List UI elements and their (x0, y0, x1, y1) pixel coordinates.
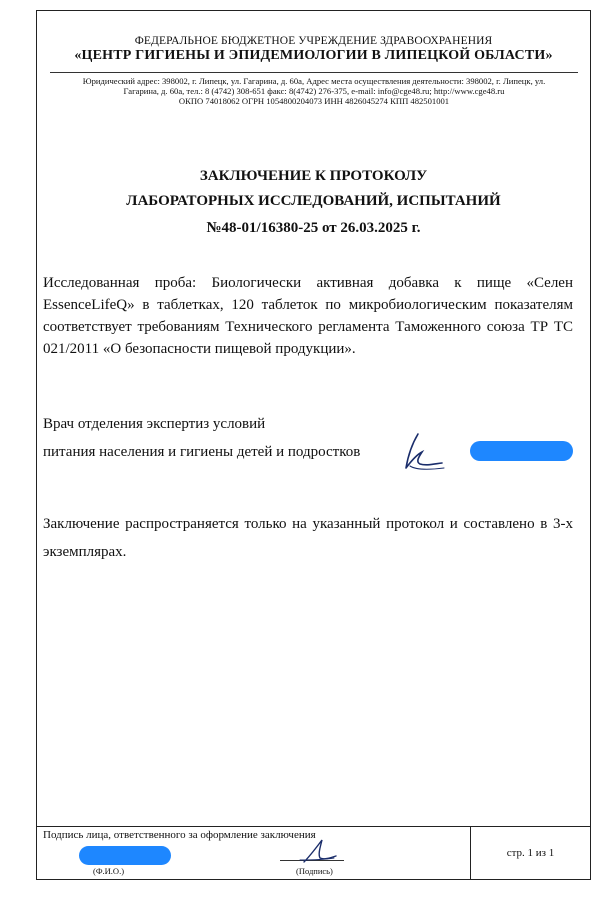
footer-divider (36, 826, 591, 827)
address-line2: Гагарина, д. 60а, тел.: 8 (4742) 308-651 факс: 8(4742) 276-375, e-mail: info@cge48.ru; http://www.cge48.ru (123, 86, 505, 96)
doctor-position-line1: Врач отделения экспертиз условий (43, 416, 266, 432)
protocol-number: №48-01/16380-25 от 26.03.2025 г. (206, 220, 421, 236)
org-line1: ФЕДЕРАЛЬНОЕ БЮДЖЕТНОЕ УЧРЕЖДЕНИЕ ЗДРАВООХРАНЕНИЯ (134, 35, 493, 47)
conclusion-text: Исследованная проба: Биологически активная добавка к пище «Селен EssenceLifeQ» в таблетках, 120 таблеток по микробиологическим показателям соответствует требованиям Технического регламента Таможенного союза ТР ТС 021/2011 «О безопасности пищевой продукции». (43, 275, 573, 357)
signature-caption: (Подпись) (296, 866, 333, 876)
redacted-doctor-name (470, 441, 573, 461)
header-divider (50, 72, 578, 73)
registration-codes: ОКПО 74018062 ОГРН 1054800204073 ИНН 4826045274 КПП 482501001 (178, 96, 450, 106)
responsible-signature-label: Подпись лица, ответственного за оформление заключения (43, 829, 316, 841)
redacted-responsible-name (79, 846, 171, 865)
doc-title-line2: ЛАБОРАТОРНЫХ ИССЛЕДОВАНИЙ, ИСПЫТАНИЙ (126, 193, 501, 209)
page-number: стр. 1 из 1 (506, 847, 555, 859)
org-name: «ЦЕНТР ГИГИЕНЫ И ЭПИДЕМИОЛОГИИ В ЛИПЕЦКОЙ ОБЛАСТИ» (74, 48, 553, 63)
responsible-signature (296, 836, 340, 866)
doctor-position-line2: питания населения и гигиены детей и подростков (43, 444, 361, 460)
validity-text: Заключение распространяется только на указанный протокол и составлено в 3-х экземплярах. (43, 516, 573, 560)
doctor-signature (398, 430, 450, 472)
address-line1: Юридический адрес: 398002, г. Липецк, ул. Гагарина, д. 60а, Адрес места осуществления деятельности: 398002, г. Липецк, ул. (82, 76, 546, 86)
fio-caption: (Ф.И.О.) (93, 866, 125, 876)
doc-title-line1: ЗАКЛЮЧЕНИЕ К ПРОТОКОЛУ (199, 168, 428, 184)
